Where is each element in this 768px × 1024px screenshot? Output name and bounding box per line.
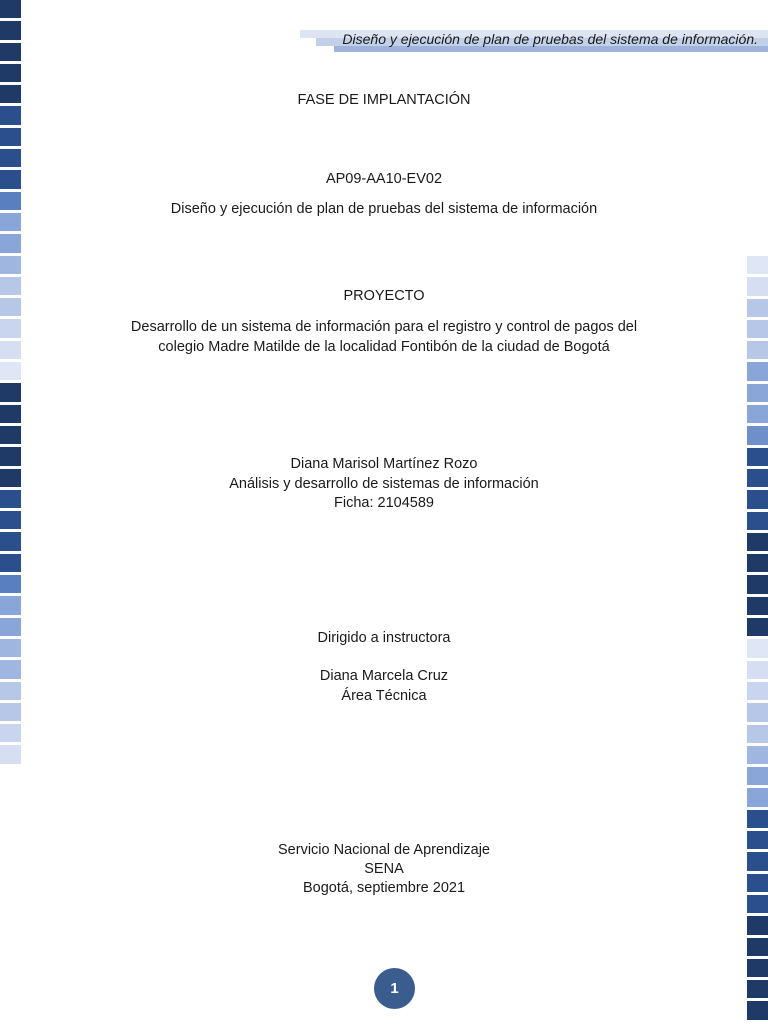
stripe-block (0, 682, 21, 700)
stripe-block (0, 362, 21, 380)
instructor-area: Área Técnica (341, 688, 427, 704)
stripe-block (0, 745, 21, 763)
stripe-block (747, 277, 768, 295)
stripe-block (0, 213, 21, 231)
stripe-block (0, 554, 21, 572)
stripe-block (747, 554, 768, 572)
stripe-block (0, 192, 21, 210)
stripe-block (747, 852, 768, 870)
stripe-block (0, 490, 21, 508)
stripe-block (0, 170, 21, 188)
stripe-block (747, 299, 768, 317)
evidence-code: AP09-AA10-EV02 (325, 171, 443, 187)
stripe-block (747, 256, 768, 274)
stripe-block (747, 597, 768, 615)
project-description-line2: colegio Madre Matilde de la localidad Fontibón de la ciudad de Bogotá (158, 339, 610, 355)
stripe-block (0, 256, 21, 274)
stripe-block (0, 43, 21, 61)
stripe-block (0, 724, 21, 742)
stripe-block (0, 469, 21, 487)
stripe-block (0, 341, 21, 359)
stripe-block (747, 874, 768, 892)
stripe-block (0, 383, 21, 401)
stripe-block (747, 320, 768, 338)
stripe-block (747, 512, 768, 530)
stripe-block (0, 639, 21, 657)
stripe-block (747, 895, 768, 913)
stripe-block (747, 448, 768, 466)
stripe-block (0, 703, 21, 721)
stripe-block (747, 725, 768, 743)
institution-acronym: SENA (364, 861, 404, 877)
stripe-block (0, 447, 21, 465)
stripe-block (0, 0, 21, 18)
stripe-block (747, 341, 768, 359)
stripe-block (0, 405, 21, 423)
stripe-block (747, 618, 768, 636)
stripe-block (747, 1001, 768, 1019)
stripe-block (0, 298, 21, 316)
stripe-block (0, 532, 21, 550)
instructor-name: Diana Marcela Cruz (319, 668, 449, 684)
running-header-title: Diseño y ejecución de plan de pruebas del sistema de información. (342, 31, 758, 47)
stripe-block (747, 788, 768, 806)
stripe-block (747, 469, 768, 487)
stripe-block (747, 682, 768, 700)
stripe-block (747, 575, 768, 593)
place-and-date: Bogotá, septiembre 2021 (302, 880, 466, 896)
stripe-block (0, 618, 21, 636)
stripe-block (747, 362, 768, 380)
left-decorative-stripe (0, 0, 21, 764)
program-name: Análisis y desarrollo de sistemas de información (229, 476, 539, 492)
stripe-block (747, 703, 768, 721)
stripe-block (747, 938, 768, 956)
stripe-block (0, 277, 21, 295)
stripe-block (0, 149, 21, 167)
stripe-block (0, 85, 21, 103)
stripe-block (0, 128, 21, 146)
directed-to-label: Dirigido a instructora (317, 630, 451, 646)
stripe-block (747, 831, 768, 849)
stripe-block (747, 426, 768, 444)
stripe-block (0, 511, 21, 529)
stripe-block (0, 596, 21, 614)
stripe-block (0, 106, 21, 124)
stripe-block (0, 575, 21, 593)
stripe-block (0, 319, 21, 337)
evidence-title: Diseño y ejecución de plan de pruebas del sistema de información (170, 201, 598, 217)
page-number-badge: 1 (374, 968, 415, 1009)
stripe-block (747, 746, 768, 764)
ficha-number: Ficha: 2104589 (334, 495, 434, 511)
stripe-block (0, 21, 21, 39)
stripe-block (747, 661, 768, 679)
author-name: Diana Marisol Martínez Rozo (290, 456, 478, 472)
stripe-block (0, 234, 21, 252)
stripe-block (747, 916, 768, 934)
institution-name: Servicio Nacional de Aprendizaje (278, 842, 490, 858)
stripe-block (747, 384, 768, 402)
phase-title: FASE DE IMPLANTACIÓN (297, 92, 471, 108)
right-decorative-stripe (747, 256, 768, 1020)
stripe-block (747, 767, 768, 785)
project-label: PROYECTO (343, 288, 425, 304)
stripe-block (0, 660, 21, 678)
stripe-block (747, 639, 768, 657)
stripe-block (0, 64, 21, 82)
project-description-line1: Desarrollo de un sistema de información para el registro y control de pagos del (130, 319, 638, 335)
stripe-block (747, 959, 768, 977)
stripe-block (747, 980, 768, 998)
stripe-block (0, 426, 21, 444)
stripe-block (747, 810, 768, 828)
stripe-block (747, 405, 768, 423)
stripe-block (747, 490, 768, 508)
stripe-block (747, 533, 768, 551)
